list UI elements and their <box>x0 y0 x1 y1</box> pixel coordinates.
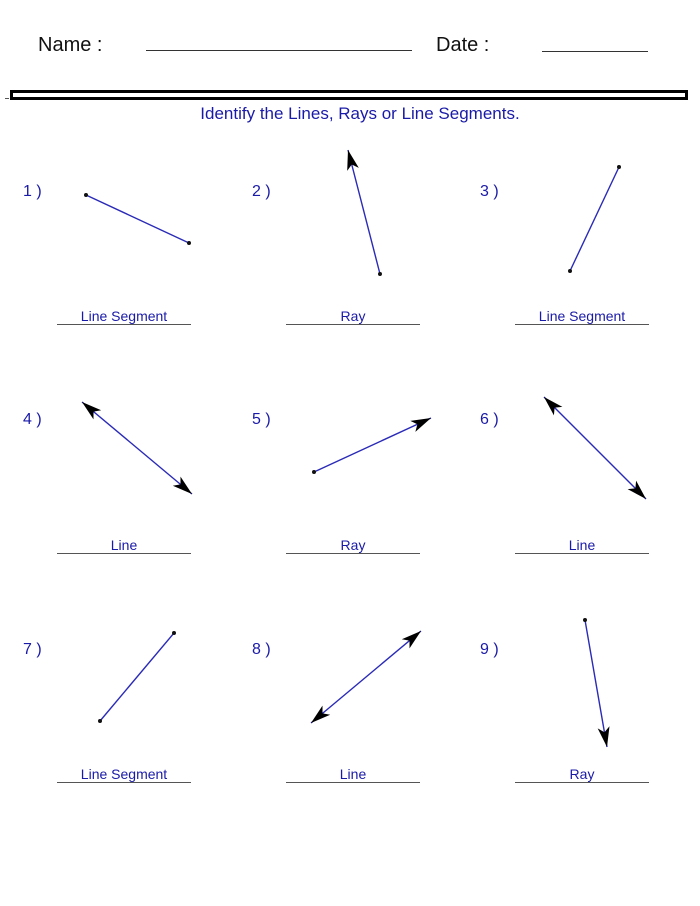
endpoint-dot-icon <box>98 719 102 723</box>
answer-field-9[interactable]: Ray <box>515 766 649 783</box>
endpoint-dot-icon <box>378 272 382 276</box>
endpoint-dot-icon <box>583 618 587 622</box>
endpoint-dot-icon <box>617 165 621 169</box>
answer-field-2[interactable]: Ray <box>286 308 420 325</box>
answer-field-7[interactable]: Line Segment <box>57 766 191 783</box>
figure-9-ray <box>585 620 607 747</box>
problem-number-1: 1 ) <box>23 183 42 200</box>
arrowhead-icon <box>402 631 421 648</box>
figure-6-line <box>544 397 646 499</box>
answer-field-4[interactable]: Line <box>57 537 191 554</box>
problem-number-7: 7 ) <box>23 641 42 658</box>
arrowhead-icon <box>311 706 330 723</box>
problem-number-2: 2 ) <box>252 183 271 200</box>
endpoint-dot-icon <box>312 470 316 474</box>
problem-number-5: 5 ) <box>252 411 271 428</box>
date-label: Date : <box>436 34 490 56</box>
endpoint-dot-icon <box>568 269 572 273</box>
answer-field-5[interactable]: Ray <box>286 537 420 554</box>
instructions-title: Identify the Lines, Rays or Line Segments. <box>200 104 520 123</box>
arrowhead-icon <box>173 477 192 494</box>
problem-number-8: 8 ) <box>252 641 271 658</box>
problem-number-3: 3 ) <box>480 183 499 200</box>
answer-field-3[interactable]: Line Segment <box>515 308 649 325</box>
name-label: Name : <box>38 34 103 56</box>
figure-7-segment <box>100 633 174 721</box>
figure-3-segment <box>570 167 619 271</box>
figure-4-line <box>82 402 192 494</box>
arrowhead-icon <box>410 418 431 432</box>
figure-8-line <box>311 631 421 723</box>
problem-number-6: 6 ) <box>480 411 499 428</box>
endpoint-dot-icon <box>172 631 176 635</box>
problem-number-4: 4 ) <box>23 411 42 428</box>
figure-2-ray <box>348 150 380 274</box>
arrowhead-icon <box>82 402 101 419</box>
answer-field-6[interactable]: Line <box>515 537 649 554</box>
answer-field-1[interactable]: Line Segment <box>57 308 191 325</box>
figure-1-segment <box>86 195 189 243</box>
endpoint-dot-icon <box>187 241 191 245</box>
endpoint-dot-icon <box>84 193 88 197</box>
problem-number-9: 9 ) <box>480 641 499 658</box>
answer-field-8[interactable]: Line <box>286 766 420 783</box>
figure-5-ray <box>314 418 431 472</box>
